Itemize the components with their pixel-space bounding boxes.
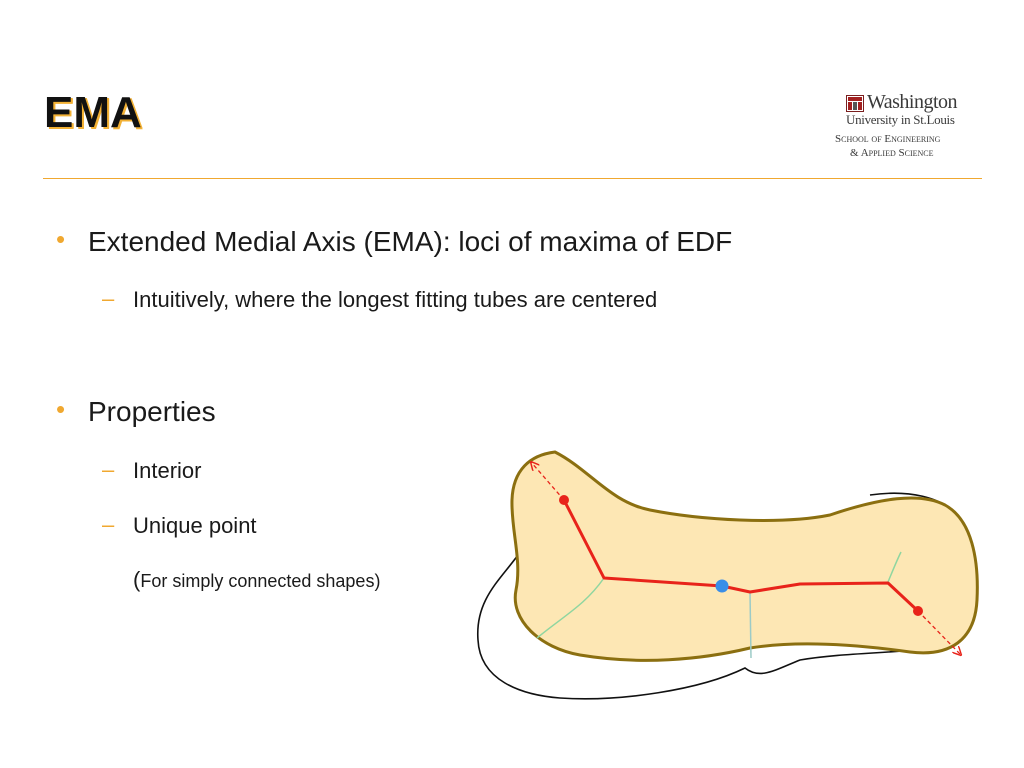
- endpoint-left: [559, 495, 569, 505]
- bullet-2-text: Properties: [88, 396, 216, 427]
- title-divider: [43, 178, 982, 179]
- inner-shape: [512, 452, 977, 660]
- endpoint-right: [913, 606, 923, 616]
- shape-note: [133, 567, 380, 593]
- bullet-marker: •: [56, 224, 66, 254]
- sub-bullet-2-1-text: Interior: [133, 458, 202, 483]
- logo-line-2: University in St.Louis: [846, 112, 955, 127]
- bullet-marker: •: [56, 394, 66, 424]
- sub-bullet-1-1-text: Intuitively, where the longest fitting tubes are centered: [133, 287, 658, 312]
- bullet-1-text: Extended Medial Axis (EMA): loci of maxima of EDF: [88, 226, 733, 257]
- logo-line-4: & Applied Science: [850, 147, 934, 159]
- sub-bullet-2-2-text: Unique point: [133, 513, 257, 538]
- sub-bullet-marker: –: [102, 286, 115, 311]
- logo-line-3: School of Engineering: [835, 133, 941, 145]
- slide-title: EMA: [44, 88, 142, 137]
- logo-line-1: Washington: [867, 91, 958, 113]
- note-text: For simply connected shapes): [140, 571, 381, 591]
- ema-diagram: [470, 446, 990, 706]
- sub-bullet-marker: –: [102, 457, 115, 482]
- center-point: [716, 580, 729, 593]
- branch-line-center: [750, 592, 751, 658]
- shield-icon: [846, 95, 864, 112]
- university-logo: [834, 93, 984, 161]
- note-paren: (: [133, 567, 141, 592]
- sub-bullet-marker: –: [102, 512, 115, 537]
